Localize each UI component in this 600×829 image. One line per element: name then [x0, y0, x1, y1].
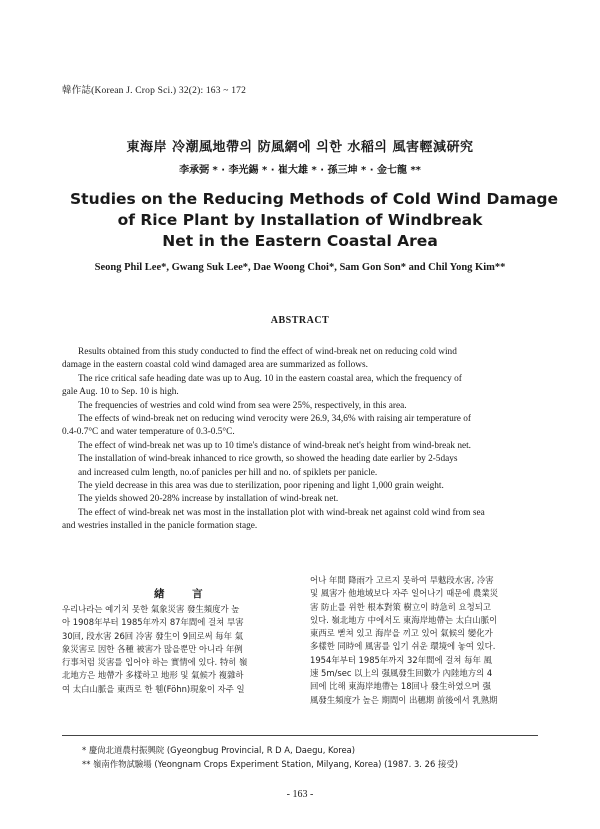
abstract-line: The effect of wind-break net was most in the installation plot with wind-break net against cold wind from sea: [78, 507, 485, 518]
abstract-line: damage in the eastern coastal cold wind damaged area are summarized as follows.: [62, 360, 368, 371]
body-line: 北地方은 地帶가 多樣하고 地形 및 氣候가 複雜하: [62, 670, 244, 681]
body-line: 行事처럼 災害를 입어야 하는 實情에 있다. 特히 嶺: [62, 657, 248, 668]
body-line: 있다. 嶺北地方 中에서도 東海岸地帶는 太白山脈이: [310, 614, 498, 625]
footnote: ** 嶺南作物試驗場 (Yeongnam Crops Experiment Station, Milyang, Korea) (1987. 3. 26 接受): [82, 759, 458, 769]
body-line: 回에 比해 東海岸地帶는 18回나 發生하였으며 强: [310, 681, 491, 692]
english-title-line: of Rice Plant by Installation of Windbreak: [117, 211, 483, 229]
page-number: - 163 -: [286, 789, 314, 800]
body-line: 多樣한 同時에 風害를 입기 쉬운 環境에 놓여 있다.: [310, 641, 496, 652]
body-line: 象災害로 因한 各種 被害가 많을뿐만 아니라 年例: [62, 643, 243, 654]
abstract-line: The rice critical safe heading date was up to Aug. 10 in the eastern coastal area, which the frequency of: [78, 373, 462, 384]
body-line: 害 防止를 위한 根本對策 樹立이 時急히 요청되고: [310, 601, 491, 612]
footnotes: [82, 743, 458, 771]
body-line: 風發生頻度가 높은 期間이 出穗期 前後에서 乳熟期: [310, 694, 498, 705]
korean-title: 東海岸 冷潮風地帶의 防風網에 의한 水稲의 風害輕減硏究: [126, 140, 474, 155]
korean-authors: 李承弼 * · 李光錫 * · 崔大雄 * · 孫三坤 * · 金七龍 **: [179, 165, 421, 176]
abstract-heading: ABSTRACT: [270, 315, 330, 326]
english-title: [70, 189, 559, 252]
footnote-divider: [62, 735, 538, 736]
abstract-line: The yields showed 20-28% increase by installation of wind-break net.: [78, 494, 339, 505]
footnote: * 慶尙北道農村振興院 (Gyeongbug Provincial, R D A, Daegu, Korea): [82, 745, 356, 755]
body-line: 어나 年間 降雨가 고르지 못하여 旱魃段水害, 冷害: [310, 575, 494, 585]
body-line: 우리나라는 예기치 못한 氣象災害 發生頻度가 높: [62, 604, 240, 614]
english-title-line: Net in the Eastern Coastal Area: [162, 232, 438, 250]
abstract-line: The yield decrease in this area was due to sterilization, poor ripening and light 1,000 grain weight.: [78, 481, 444, 492]
body-line: 速 5m/sec 以上의 强風發生回數가 內陸地方의 4: [310, 668, 493, 679]
abstract-line: and increased culm length, no.of panicles per hill and no. of spiklets per panicle.: [78, 467, 378, 478]
body-column-right: [310, 574, 546, 707]
english-authors: Seong Phil Lee*, Gwang Suk Lee*, Dae Woong Choi*, Sam Gon Son* and Chil Yong Kim**: [94, 262, 506, 273]
body-line: 아 1908年부터 1985年까지 87年間에 걸쳐 旱害: [62, 617, 244, 628]
english-title-line: Studies on the Reducing Methods of Cold Wind Damage: [70, 190, 559, 208]
abstract-line: Results obtained from this study conducted to find the effect of wind-break net on reducing cold wind: [78, 347, 457, 357]
abstract-line: gale Aug. 10 to Sep. 10 is high.: [62, 387, 179, 398]
abstract-line: The installation of wind-break inhanced to rice growth, so showed the heading date earlier by 2-5days: [78, 454, 458, 465]
abstract-line: The effects of wind-break net on reducing wind verocity were 26.9, 34,6% with raising air temperature of: [78, 414, 472, 425]
abstract-line: The effect of wind-break net was up to 10 time's distance of wind-break net's height from wind-break net.: [78, 440, 472, 451]
abstract-line: The frequencies of westries and cold wind from sea were 25%, respectively, in this area.: [78, 400, 407, 411]
body-line: 및 風害가 他地域보다 자주 일어나기 때문에 農業災: [310, 588, 499, 599]
body-line: 1954年부터 1985年까지 32年間에 걸쳐 每年 風: [310, 654, 492, 665]
body-line: 30回, 段水害 26回 冷害 發生이 9回로써 每年 氣: [62, 630, 244, 641]
body-line: 東西로 뻗쳐 있고 海岸을 끼고 있어 氣候의 變化가: [310, 628, 493, 639]
abstract-body: [62, 346, 552, 534]
journal-citation: 韓作誌(Korean J. Crop Sci.) 32(2): 163 ~ 172: [62, 86, 247, 96]
body-line: 여 太白山脈을 東西로 한 휀(Föhn)現象이 자주 일: [62, 683, 245, 694]
body-column-left: [62, 603, 298, 696]
abstract-line: 0.4-0.7°C and water temperature of 0.3-0.5°C.: [62, 427, 235, 438]
abstract-line: and westries installed in the panicle formation stage.: [62, 521, 258, 532]
section-heading-introduction: 緖 言: [154, 588, 215, 600]
